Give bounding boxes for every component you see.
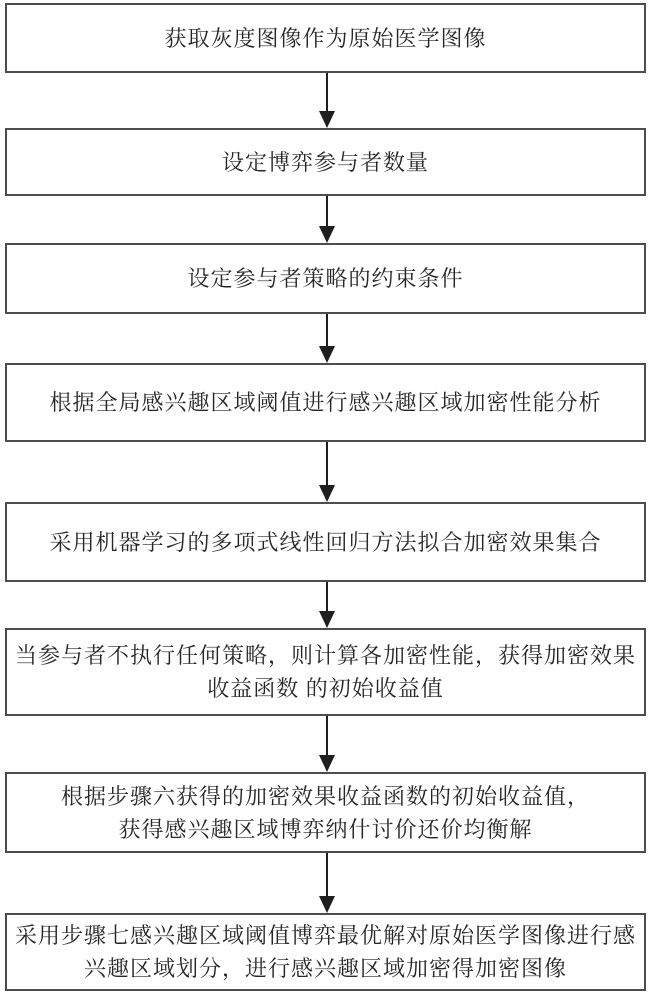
down-arrow-icon xyxy=(318,442,335,502)
down-arrow-icon xyxy=(318,73,335,128)
flow-step-8-text-line2: 兴趣区域划分，进行感兴趣区域加密得加密图像 xyxy=(83,956,567,981)
flow-step-2-text: 设定博弈参与者数量 xyxy=(221,149,429,175)
arrow-line xyxy=(326,853,328,896)
flow-step-4-text: 根据全局感兴趣区域阈值进行感兴趣区域加密性能分析 xyxy=(49,390,602,415)
flow-step-1 xyxy=(5,3,646,73)
down-arrow-icon xyxy=(318,716,335,772)
flow-step-5 xyxy=(5,502,646,582)
down-arrow-icon xyxy=(318,196,335,243)
arrow-line xyxy=(326,716,328,755)
flow-step-8-text-line1: 采用步骤七感兴趣区域阈值博弈最优解对原始医学图像进行感 xyxy=(15,923,637,948)
arrow-head-icon xyxy=(319,755,335,772)
flow-step-5-text: 采用机器学习的多项式线性回归方法拟合加密效果集合 xyxy=(49,529,602,555)
flow-step-1-text: 获取灰度图像作为原始医学图像 xyxy=(164,25,487,51)
arrow-head-icon xyxy=(319,611,335,628)
flow-step-7-text-line1: 根据步骤六获得的加密效果收益函数的初始收益值， xyxy=(60,783,590,809)
arrow-head-icon xyxy=(319,346,335,363)
flow-step-6-text-line1: 当参与者不执行任何策略，则计算各加密性能，获得加密效果 xyxy=(15,643,637,668)
flow-step-6 xyxy=(5,628,646,716)
flow-step-4 xyxy=(5,363,646,442)
arrow-line xyxy=(326,73,328,111)
flow-step-2 xyxy=(5,128,646,196)
arrow-head-icon xyxy=(319,896,335,913)
arrow-head-icon xyxy=(319,111,335,128)
arrow-line xyxy=(326,582,328,611)
down-arrow-icon xyxy=(318,853,335,913)
flow-step-7-text-line2: 获得感兴趣区域博弈纳什讨价还价均衡解 xyxy=(118,816,533,842)
down-arrow-icon xyxy=(318,314,335,363)
arrow-line xyxy=(326,314,328,346)
arrow-head-icon xyxy=(319,226,335,243)
flow-step-8 xyxy=(5,913,646,991)
down-arrow-icon xyxy=(318,582,335,628)
flow-step-3-text: 设定参与者策略的约束条件 xyxy=(187,266,464,291)
arrow-line xyxy=(326,196,328,226)
arrow-line xyxy=(326,442,328,485)
flow-step-3 xyxy=(5,243,646,314)
flow-step-7 xyxy=(5,772,646,853)
arrow-head-icon xyxy=(319,485,335,502)
flow-step-6-text-line2: 收益函数 的初始收益值 xyxy=(207,676,444,701)
